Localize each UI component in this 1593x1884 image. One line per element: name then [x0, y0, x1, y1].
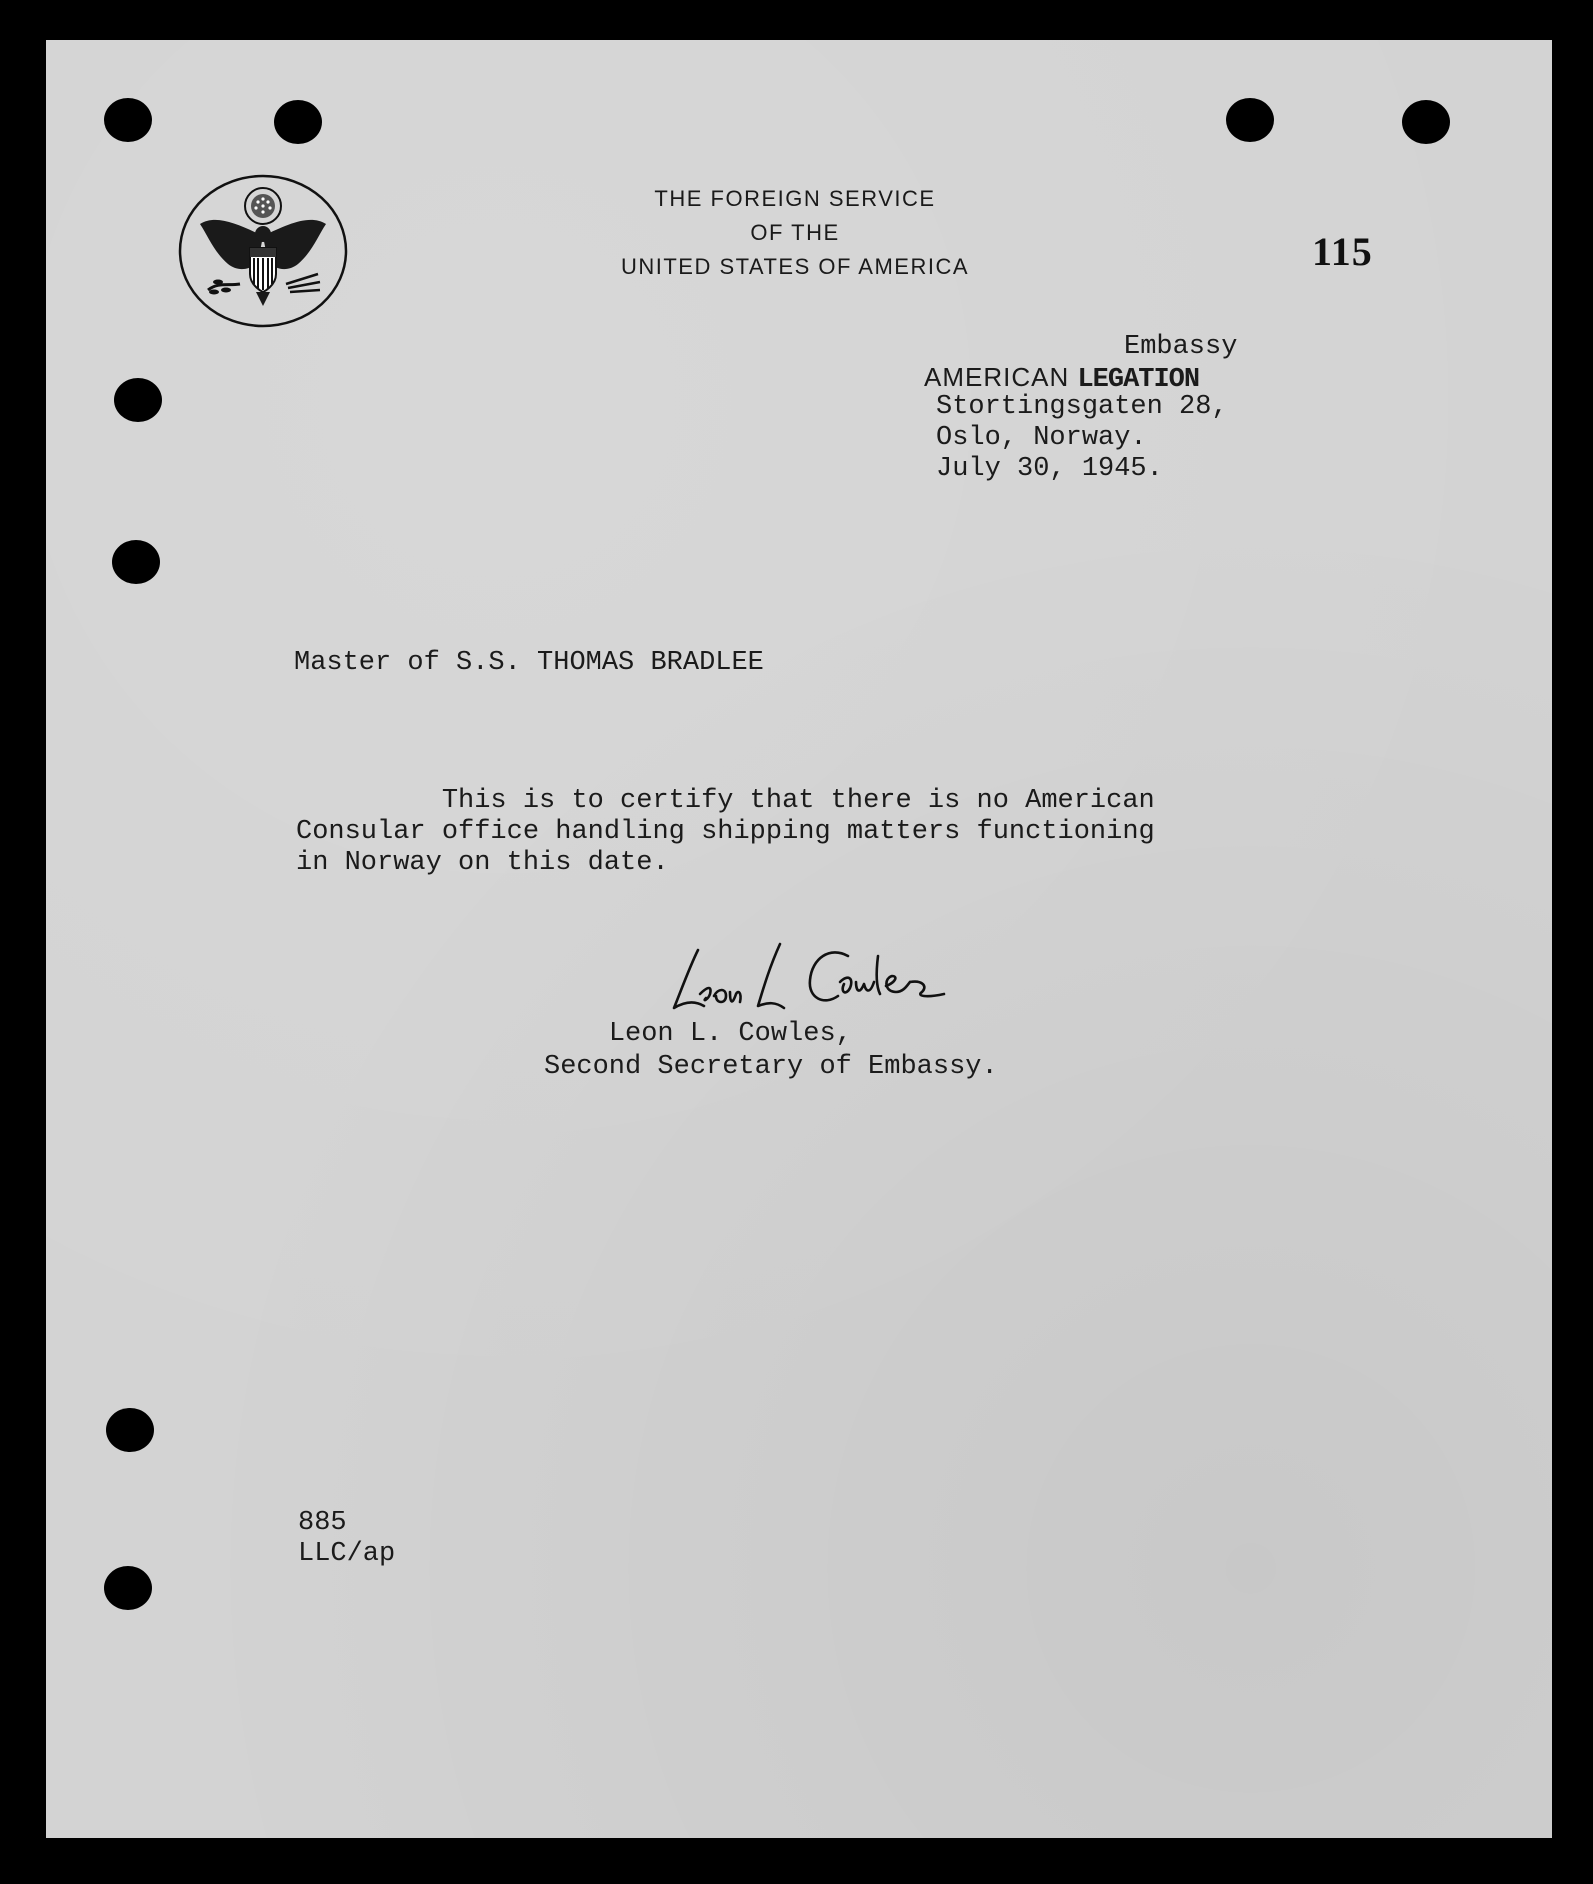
addressee: Master of S.S. THOMAS BRADLEE [294, 648, 764, 678]
inserted-word-embassy: Embassy [1124, 332, 1238, 362]
body-line-3: in Norway on this date. [296, 848, 669, 878]
punch-hole [112, 540, 160, 584]
sender-prefix: AMERICAN [924, 362, 1078, 392]
city-line: Oslo, Norway. [936, 423, 1147, 453]
signature-block [544, 1018, 998, 1084]
street-line: Stortingsgaten 28, [936, 392, 1228, 422]
punch-hole [106, 1408, 154, 1452]
date-line: July 30, 1945. [936, 454, 1163, 484]
typist-initials: LLC/ap [298, 1539, 396, 1569]
letterhead-line-3: UNITED STATES OF AMERICA [620, 254, 970, 279]
signatory-name: Leon L. Cowles, [608, 1019, 852, 1049]
struck-out-word: LEGATION [1077, 365, 1200, 395]
body-line-1: This is to certify that there is no American [296, 786, 1155, 816]
letterhead-line-2: OF THE [750, 220, 840, 245]
page-number: 115 [1312, 229, 1373, 274]
body-line-2: Consular office handling shipping matters functioning [296, 817, 1155, 847]
signatory-title: Second Secretary of Embassy. [544, 1052, 998, 1082]
punch-hole [104, 1566, 152, 1610]
punch-hole [1402, 100, 1450, 144]
letterhead [560, 182, 1030, 284]
sender-address [936, 392, 1228, 485]
sender-line [924, 362, 1199, 395]
letterhead-line-1: THE FOREIGN SERVICE [654, 186, 936, 211]
great-seal-eagle-icon [178, 174, 348, 328]
reference-block [298, 1508, 395, 1570]
punch-hole [274, 100, 322, 144]
punch-hole [114, 378, 162, 422]
punch-hole [1226, 98, 1274, 142]
punch-hole [104, 98, 152, 142]
letter-body [296, 786, 1155, 879]
file-number: 885 [298, 1508, 347, 1538]
